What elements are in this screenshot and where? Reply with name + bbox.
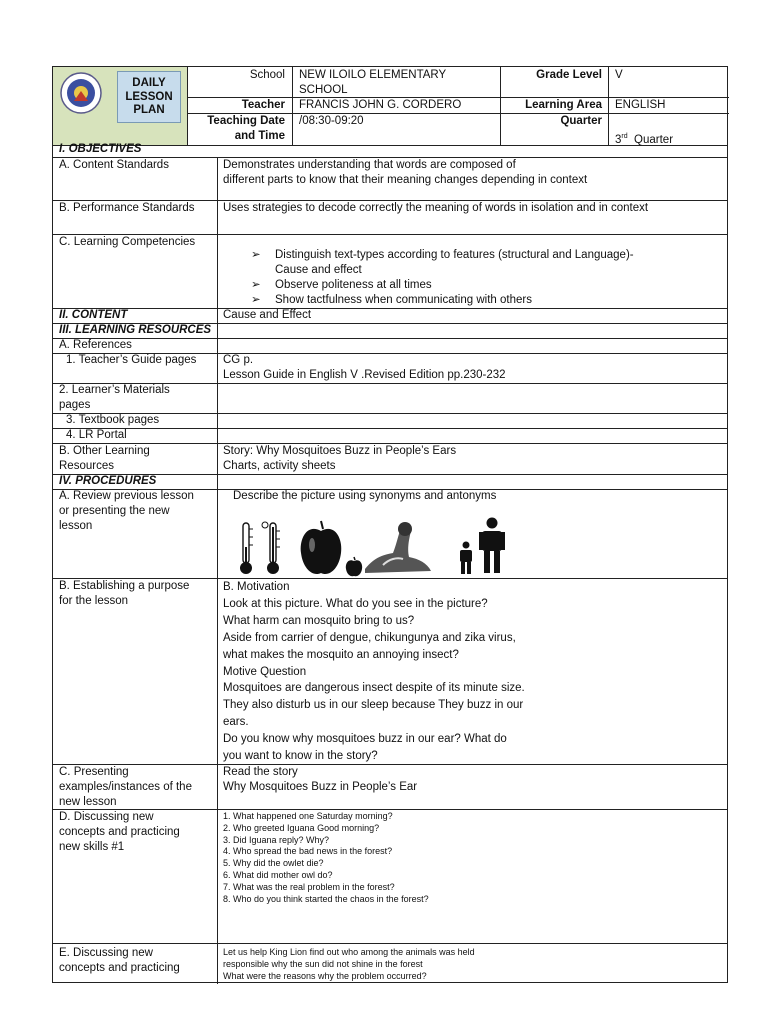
learners-materials-label: 2. Learner’s Materials pages <box>59 384 170 411</box>
motivation-line: Motive Question <box>223 665 307 678</box>
thermometer-cold-icon <box>237 521 255 577</box>
question-item: 5. Why did the owlet die? <box>223 858 324 869</box>
arrow-bullet-icon: ➢ <box>251 249 261 261</box>
content-value: Cause and Effect <box>223 309 312 321</box>
title-line-1: DAILY <box>132 77 166 89</box>
discussing-concepts-2-text: Let us help King Lion find out who among the animals was held responsible why the sun did not shine in the forest What were the reasons why the problem occurred? <box>223 947 475 981</box>
objectives-heading: I. OBJECTIVES <box>59 143 142 155</box>
other-resources-label: B. Other Learning Resources <box>59 445 150 472</box>
quarter-suffix: rd <box>621 133 628 140</box>
lesson-plan-table <box>52 66 728 983</box>
arrow-bullet-icon: ➢ <box>251 279 261 291</box>
quarter-word: Quarter <box>634 133 674 146</box>
presenting-examples-label: C. Presenting examples/instances of the new lesson <box>59 766 192 808</box>
title-line-3: PLAN <box>133 104 165 116</box>
other-resources-value: Story: Why Mosquitoes Buzz in People’s Ears Charts, activity sheets <box>223 445 457 472</box>
content-standards-label: A. Content Standards <box>59 159 169 171</box>
teachers-guide-label: 1. Teacher’s Guide pages <box>66 354 197 366</box>
competency-item: Observe politeness at all times <box>275 279 432 291</box>
motivation-block <box>223 579 723 765</box>
school-label: School <box>249 69 285 81</box>
big-apple-icon <box>299 517 343 577</box>
quarter-label: Quarter <box>560 115 602 127</box>
learning-area-label: Learning Area <box>525 99 602 111</box>
lr-portal-label: 4. LR Portal <box>66 429 127 441</box>
arrow-bullet-icon: ➢ <box>251 294 261 306</box>
question-item: 1. What happened one Saturday morning? <box>223 811 393 821</box>
thermometer-hot-icon <box>261 519 285 577</box>
content-standards-text: Demonstrates understanding that words are composed of different parts to know that their meaning changes depending in context <box>223 159 588 186</box>
learning-resources-heading: III. LEARNING RESOURCES <box>59 324 212 336</box>
question-item: 8. Who do you think started the chaos in the forest? <box>223 893 429 904</box>
motivation-line: Look at this picture. What do you see in the picture? <box>223 597 488 610</box>
antonym-picture-strip <box>231 515 531 578</box>
establishing-purpose-label: B. Establishing a purpose for the lesson <box>59 580 190 607</box>
review-lesson-label: A. Review previous lesson or presenting the new lesson <box>59 490 194 532</box>
content-heading: II. CONTENT <box>59 309 128 321</box>
deped-seal-icon <box>59 71 103 115</box>
question-item: 3. Did Iguana reply? Why? <box>223 834 330 845</box>
discussion-questions-list <box>223 811 723 905</box>
motivation-line: what makes the mosquito an annoying insect? <box>223 648 459 661</box>
performance-standards-label: B. Performance Standards <box>59 202 195 214</box>
textbook-pages-label: 3. Textbook pages <box>66 414 160 426</box>
motivation-line: ears. <box>223 716 249 729</box>
references-label: A. References <box>59 339 132 351</box>
procedures-heading: IV. PROCEDURES <box>59 475 157 487</box>
grade-level-label: Grade Level <box>536 69 602 81</box>
performance-standards-text: Uses strategies to decode correctly the meaning of words in isolation and in context <box>223 202 649 214</box>
motivation-line: Do you know why mosquitoes buzz in our ear? What do <box>223 733 507 746</box>
question-item: 4. Who spread the bad news in the forest? <box>223 846 393 857</box>
discussing-concepts-2-label: E. Discussing new concepts and practicing <box>59 947 180 974</box>
teacher-label: Teacher <box>241 99 285 111</box>
question-item: 7. What was the real problem in the forest? <box>223 881 395 892</box>
motivation-line: Mosquitoes are dangerous insect despite of its minute size. <box>223 682 525 695</box>
quarter-value <box>615 114 673 148</box>
competency-item: Distinguish text-types according to features (structural and Language)- Cause and effect <box>275 249 634 276</box>
learning-competencies-label: C. Learning Competencies <box>59 236 196 248</box>
quarter-number: 3 <box>615 133 622 146</box>
logo-cell <box>53 67 187 145</box>
daily-lesson-plan-box <box>117 71 181 123</box>
presenting-examples-text: Read the story Why Mosquitoes Buzz in People’s Ear <box>223 766 418 793</box>
motivation-line: What harm can mosquito bring to us? <box>223 614 415 627</box>
teachers-guide-value: CG p. Lesson Guide in English V .Revised Edition pp.230-232 <box>223 354 506 381</box>
teacher-value: FRANCIS JOHN G. CORDERO <box>299 99 462 111</box>
motivation-line: B. Motivation <box>223 581 290 593</box>
school-value: NEW ILOILO ELEMENTARY SCHOOL <box>299 69 447 96</box>
question-item: 6. What did mother owl do? <box>223 869 333 880</box>
motivation-line: They also disturb us in our sleep because They buzz in our <box>223 699 524 712</box>
grade-level-value: V <box>615 69 623 81</box>
teaching-date-label: Teaching Date and Time <box>207 115 285 142</box>
review-lesson-text: Describe the picture using synonyms and antonyms <box>233 490 497 502</box>
small-apple-icon <box>345 555 363 577</box>
motivation-line: you want to know in the story? <box>223 750 378 763</box>
question-item: 2. Who greeted Iguana Good morning? <box>223 822 380 833</box>
big-person-icon <box>479 517 505 575</box>
competency-item: Show tactfulness when communicating with others <box>275 294 532 306</box>
motivation-line: Aside from carrier of dengue, chikungunya and zika virus, <box>223 631 516 644</box>
teaching-date-value: /08:30-09:20 <box>299 115 364 127</box>
discussing-concepts-1-label: D. Discussing new concepts and practicing new skills #1 <box>59 811 180 853</box>
learning-area-value: ENGLISH <box>615 99 666 111</box>
arm-wrestling-icon <box>363 519 433 575</box>
title-line-2: LESSON <box>125 90 173 103</box>
small-person-icon <box>457 541 475 575</box>
